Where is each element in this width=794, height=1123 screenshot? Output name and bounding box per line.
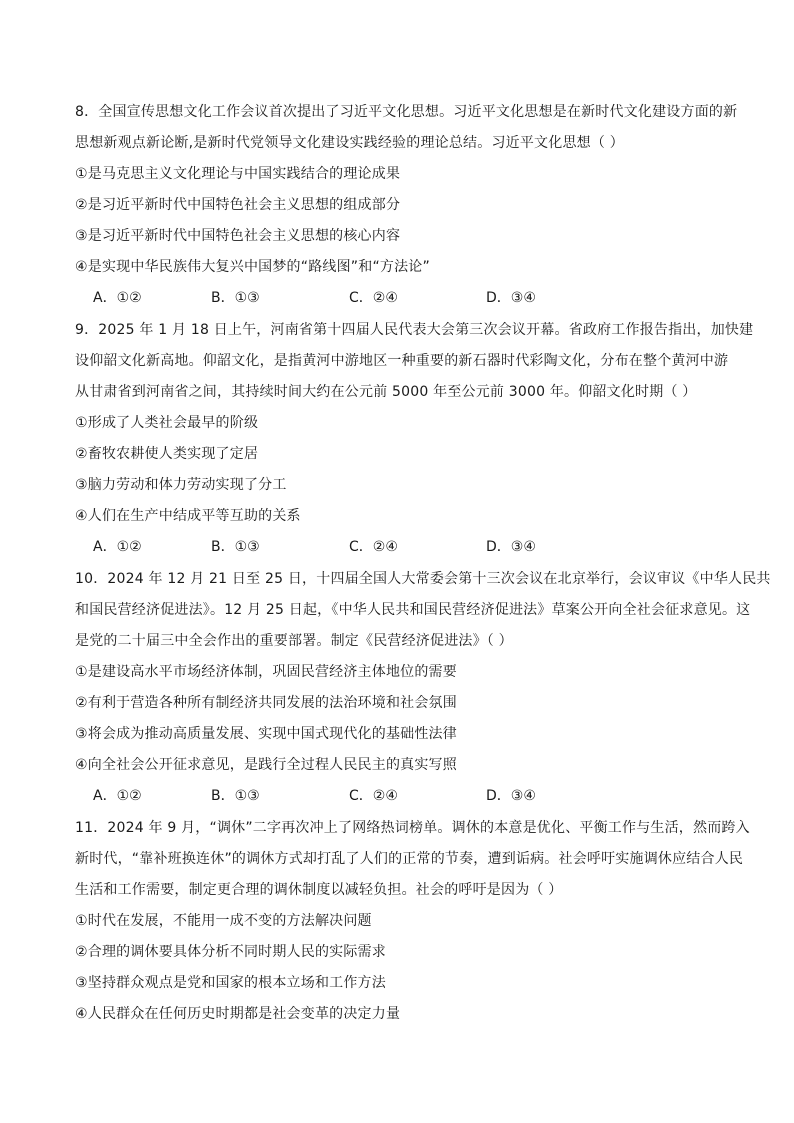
question-9-options: [93, 537, 653, 557]
question-10-text-line-1: 10．2024 年 12 月 21 日至 25 日，十四届全国人大常委会第十三次会议在北京举行，会议审议《中华人民共: [75, 571, 771, 587]
question-11-text-line-3: 生活和工作需要，制定更合理的调休制度以减轻负担。社会的呼吁是因为（ ）: [75, 882, 563, 898]
question-8-text-line-1: 8．全国宣传思想文化工作会议首次提出了习近平文化思想。习近平文化思想是在新时代文化建设方面的新: [75, 104, 738, 120]
question-10-statement-4: ④向全社会公开征求意见，是践行全过程人民民主的真实写照: [75, 757, 457, 773]
question-8-statement-4: ④是实现中华民族伟大复兴中国梦的“路线图”和“方法论”: [75, 259, 430, 275]
question-9-text-line-1: 9．2025 年 1 月 18 日上午，河南省第十四届人民代表大会第三次会议开幕。省政府工作报告指出，加快建: [75, 322, 754, 338]
question-9-statement-3: ③脑力劳动和体力劳动实现了分工: [75, 477, 287, 493]
question-10-text-line-2: 和国民营经济促进法》。12 月 25 日起，《中华人民共和国民营经济促进法》草案公开向全社会征求意见。这: [75, 602, 751, 618]
question-10-option-d: D．③④: [486, 788, 536, 804]
question-8-options: [93, 288, 653, 308]
question-8-option-b: B．①③: [211, 290, 260, 306]
question-8-statement-1: ①是马克思主义文化理论与中国实践结合的理论成果: [75, 166, 401, 182]
question-10-statement-1: ①是建设高水平市场经济体制，巩固民营经济主体地位的需要: [75, 664, 457, 680]
question-9-statement-4: ④人们在生产中结成平等互助的关系: [75, 508, 301, 524]
question-9-option-c: C．②④: [349, 539, 398, 555]
question-9-text-line-3: 从甘肃省到河南省之间，其持续时间大约在公元前 5000 年至公元前 3000 年。仰韶文化时期（ ）: [75, 384, 697, 400]
question-8-text-line-2: 思想新观点新论断,是新时代党领导文化建设实践经验的理论总结。习近平文化思想（ ）: [75, 135, 624, 151]
question-8-option-a: A．①②: [93, 290, 142, 306]
question-10-option-c: C．②④: [349, 788, 398, 804]
question-11-statement-4: ④人民群众在任何历史时期都是社会变革的决定力量: [75, 1006, 401, 1022]
question-8-option-c: C．②④: [349, 290, 398, 306]
question-10-option-b: B．①③: [211, 788, 260, 804]
question-10-statement-3: ③将会成为推动高质量发展、实现中国式现代化的基础性法律: [75, 726, 457, 742]
question-9-option-b: B．①③: [211, 539, 260, 555]
question-11-statement-2: ②合理的调休要具体分析不同时期人民的实际需求: [75, 944, 386, 960]
question-8-option-d: D．③④: [486, 290, 536, 306]
question-11-text-line-2: 新时代，“靠补班换连休”的调休方式却打乱了人们的正常的节奏，遭到诟病。社会呼吁实施调休应结合人民: [75, 851, 744, 867]
question-9-option-d: D．③④: [486, 539, 536, 555]
question-11-statement-1: ①时代在发展，不能用一成不变的方法解决问题: [75, 913, 372, 929]
question-11-text-line-1: 11．2024 年 9 月，“调休”二字再次冲上了网络热词榜单。调休的本意是优化、平衡工作与生活，然而跨入: [75, 820, 750, 836]
question-9-text-line-2: 设仰韶文化新高地。仰韶文化，是指黄河中游地区一种重要的新石器时代彩陶文化，分布在整个黄河中游: [75, 353, 729, 369]
question-9-statement-1: ①形成了人类社会最早的阶级: [75, 415, 259, 431]
question-11-statement-3: ③坚持群众观点是党和国家的根本立场和工作方法: [75, 975, 386, 991]
question-10-option-a: A．①②: [93, 788, 142, 804]
question-8-statement-3: ③是习近平新时代中国特色社会主义思想的核心内容: [75, 228, 401, 244]
question-8-statement-2: ②是习近平新时代中国特色社会主义思想的组成部分: [75, 197, 401, 213]
question-9-option-a: A．①②: [93, 539, 142, 555]
question-10-text-line-3: 是党的二十届三中全会作出的重要部署。制定《民营经济促进法》（ ）: [75, 633, 513, 649]
question-10-statement-2: ②有利于营造各种所有制经济共同发展的法治环境和社会氛围: [75, 695, 457, 711]
question-10-options: [93, 786, 653, 806]
question-9-statement-2: ②畜牧农耕使人类实现了定居: [75, 446, 259, 462]
